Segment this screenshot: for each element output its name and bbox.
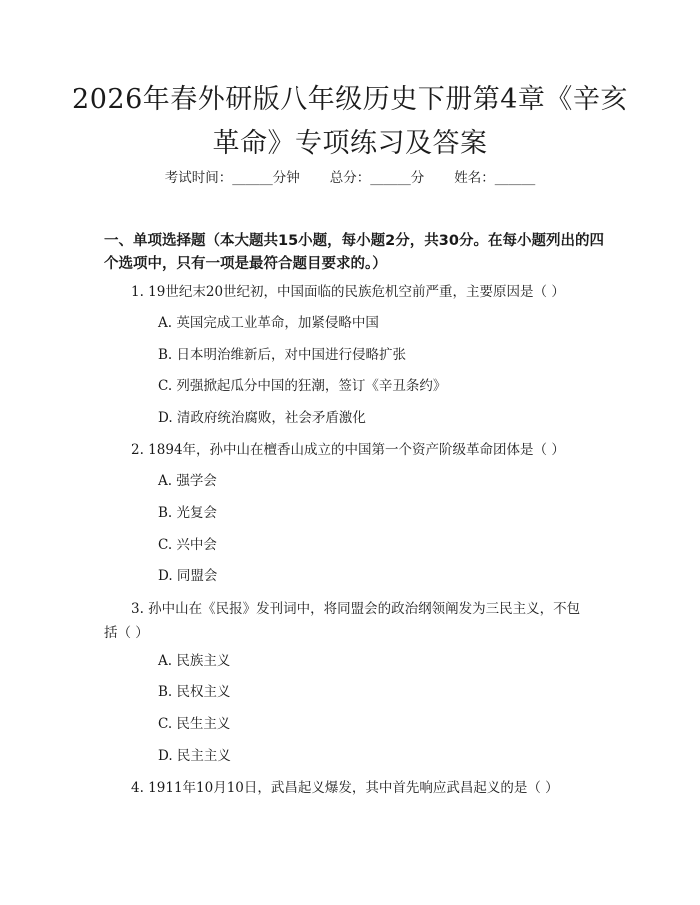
question-stem: 3. 孙中山在《民报》发刊词中，将同盟会的政治纲领阐发为三民主义，不包括（ ）: [104, 601, 581, 641]
answer-option: C. 兴中会: [158, 537, 217, 553]
answer-option: D. 民主主义: [158, 748, 231, 764]
question-stem: 2. 1894年，孙中山在檀香山成立的中国第一个资产阶级革命团体是（ ）: [131, 442, 565, 458]
exam-time-label: 考试时间：: [164, 170, 233, 186]
answer-option: B. 光复会: [158, 505, 218, 521]
answer-option: C. 列强掀起瓜分中国的狂潮，签订《辛丑条约》: [158, 378, 447, 394]
answer-option: A. 民族主义: [158, 653, 231, 669]
answer-option: A. 强学会: [158, 473, 217, 489]
answer-option: B. 日本明治维新后，对中国进行侵略扩张: [158, 347, 407, 363]
exam-time-blank: ______: [232, 170, 273, 186]
answer-option: A. 英国完成工业革命，加紧侵略中国: [158, 315, 379, 331]
exam-info-line: [0, 168, 700, 188]
answer-option: B. 民权主义: [158, 684, 231, 700]
exam-time-unit: 分钟: [272, 170, 300, 186]
total-score-unit: 分: [410, 170, 425, 186]
section-heading: 一、单项选择题（本大题共15小题，每小题2分，共30分。在每小题列出的四个选项中，只有一项是最符合题目要求的。）: [104, 233, 604, 272]
student-name-label: 姓名：: [454, 170, 495, 186]
document-title: 2026年春外研版八年级历史下册第4章《辛亥革命》专项练习及答案: [72, 84, 628, 159]
question-stem: 1. 19世纪末20世纪初，中国面临的民族危机空前严重，主要原因是（ ）: [131, 284, 565, 300]
student-name-blank: ______: [494, 170, 536, 186]
answer-option: D. 同盟会: [158, 568, 218, 584]
answer-option: D. 清政府统治腐败，社会矛盾激化: [158, 410, 366, 426]
total-score-label: 总分：: [329, 170, 371, 186]
total-score-blank: ______: [370, 170, 411, 186]
question-stem: 4. 1911年10月10日，武昌起义爆发，其中首先响应武昌起义的是（ ）: [131, 780, 559, 796]
answer-option: C. 民生主义: [158, 716, 231, 732]
